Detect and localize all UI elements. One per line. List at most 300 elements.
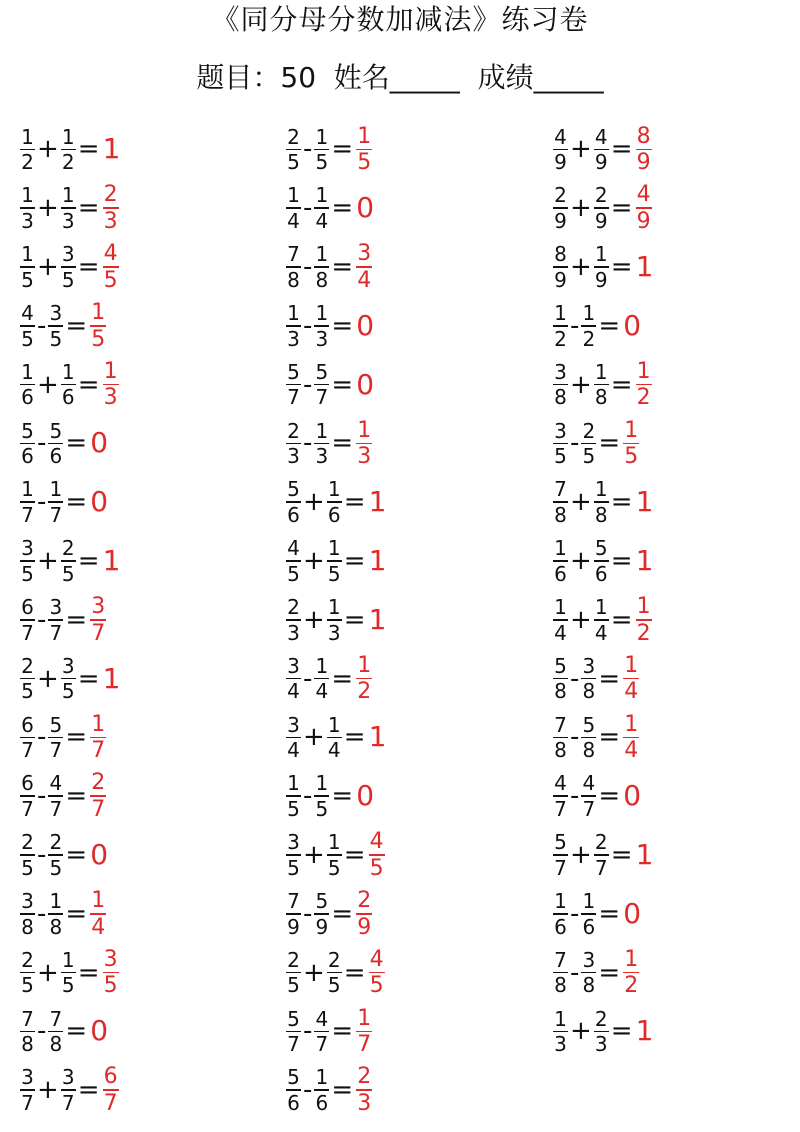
- operator-sign: +: [303, 957, 325, 988]
- equals-sign: =: [77, 957, 100, 988]
- operand-b-fraction: [327, 831, 342, 879]
- answer: [623, 308, 642, 342]
- operand-b-fraction-denominator: 7: [582, 796, 596, 821]
- operand-a-fraction: [553, 831, 568, 879]
- operand-b-fraction-numerator: 3: [61, 653, 75, 678]
- answer: [636, 595, 652, 645]
- operand-a-fraction-denominator: 7: [21, 620, 34, 645]
- problem-row: [20, 179, 120, 238]
- operand-b-fraction-denominator: 5: [327, 561, 341, 586]
- operand-a-fraction: [553, 478, 568, 526]
- operator-sign: +: [37, 663, 59, 694]
- operator-sign: +: [37, 193, 59, 224]
- operand-b-fraction: [581, 655, 596, 703]
- operand-b-fraction-denominator: 9: [594, 267, 608, 292]
- operand-a-fraction: [553, 243, 568, 291]
- operand-a-fraction-denominator: 5: [21, 561, 34, 586]
- answer-fraction: [90, 713, 106, 763]
- operand-b-fraction-denominator: 5: [327, 973, 341, 998]
- operand-a-fraction-numerator: 7: [287, 889, 300, 913]
- operand-a-fraction-denominator: 4: [287, 208, 300, 233]
- operator-sign: -: [37, 487, 47, 518]
- operand-b-fraction: [581, 890, 596, 938]
- operand-a-fraction-denominator: 5: [287, 561, 300, 586]
- operand-a-fraction-denominator: 5: [21, 855, 34, 880]
- operand-a-fraction-numerator: 1: [287, 771, 300, 796]
- operator-sign: -: [570, 898, 580, 929]
- answer: [90, 713, 106, 763]
- operand-a-fraction-denominator: 2: [554, 326, 567, 351]
- operand-b-fraction-denominator: 5: [582, 444, 596, 469]
- operand-b-fraction: [61, 655, 76, 703]
- operand-b-fraction-numerator: 1: [315, 418, 329, 443]
- answer-whole: 0: [623, 779, 642, 813]
- operand-b-fraction-denominator: 3: [594, 1032, 608, 1057]
- operand-a-fraction-numerator: 3: [554, 418, 567, 443]
- operator-sign: -: [37, 839, 47, 870]
- operator-sign: -: [303, 134, 313, 165]
- answer-whole: 0: [356, 367, 375, 401]
- problem-row: [286, 473, 386, 532]
- equals-sign: =: [65, 839, 88, 870]
- problem-row: [20, 238, 120, 297]
- problem-row: [286, 532, 386, 591]
- operand-b-fraction-numerator: 5: [49, 712, 63, 737]
- equals-sign: =: [331, 134, 354, 165]
- operand-b-fraction: [314, 1066, 329, 1114]
- operand-b-fraction: [594, 243, 609, 291]
- operand-b-fraction: [48, 772, 63, 820]
- operand-a-fraction-numerator: 1: [21, 477, 34, 502]
- operand-b-fraction: [327, 714, 342, 762]
- operand-b-fraction-numerator: 2: [49, 830, 63, 855]
- answer: [90, 426, 109, 460]
- answer: [90, 485, 109, 519]
- operator-sign: +: [303, 839, 325, 870]
- operand-a-fraction-denominator: 7: [21, 502, 34, 527]
- operand-a-fraction: [20, 537, 35, 585]
- answer: [103, 1065, 119, 1115]
- operand-a-fraction-numerator: 4: [21, 301, 34, 326]
- operand-a-fraction: [553, 420, 568, 468]
- problem-row: [286, 943, 386, 1002]
- operand-b-fraction: [594, 537, 609, 585]
- answer: [356, 889, 372, 939]
- answer-fraction-denominator: 3: [357, 444, 372, 470]
- operator-sign: -: [303, 898, 313, 929]
- operator-sign: -: [303, 428, 313, 459]
- problem-row: [286, 296, 386, 355]
- answer: [635, 1014, 654, 1048]
- equals-sign: =: [598, 781, 621, 812]
- operand-b-fraction-denominator: 3: [61, 208, 75, 233]
- operand-b-fraction-numerator: 1: [315, 124, 329, 149]
- operand-a-fraction-denominator: 5: [287, 796, 300, 821]
- operand-a-fraction: [553, 772, 568, 820]
- operand-a-fraction-numerator: 2: [21, 830, 34, 855]
- answer-fraction: [356, 1007, 372, 1057]
- operand-a-fraction-denominator: 7: [21, 796, 34, 821]
- equals-sign: =: [65, 722, 88, 753]
- operand-b-fraction: [314, 890, 329, 938]
- answer-fraction-numerator: 2: [103, 182, 118, 208]
- equals-sign: =: [331, 781, 354, 812]
- operand-b-fraction: [314, 243, 329, 291]
- answer-fraction: [356, 889, 372, 939]
- answer: [623, 419, 639, 469]
- operand-a-fraction-numerator: 6: [21, 771, 34, 796]
- operand-a-fraction: [286, 596, 301, 644]
- operand-a-fraction-numerator: 1: [21, 183, 34, 208]
- operand-b-fraction-denominator: 7: [315, 385, 329, 410]
- operand-b-fraction-numerator: 5: [315, 889, 329, 913]
- operand-b-fraction: [61, 243, 76, 291]
- operand-a-fraction: [286, 478, 301, 526]
- answer: [356, 191, 375, 225]
- problem-column-1: [20, 120, 120, 1120]
- operand-b-fraction-numerator: 1: [582, 301, 596, 326]
- equals-sign: =: [610, 545, 633, 576]
- operand-a-fraction-denominator: 7: [554, 796, 567, 821]
- operand-a-fraction-numerator: 6: [21, 595, 34, 620]
- operand-b-fraction-denominator: 5: [315, 150, 329, 175]
- answer-fraction: [623, 713, 639, 763]
- problem-row: [286, 414, 386, 473]
- operator-sign: +: [37, 957, 59, 988]
- operand-b-fraction: [594, 184, 609, 232]
- operator-sign: -: [570, 663, 580, 694]
- operand-a-fraction-denominator: 7: [287, 385, 300, 410]
- answer-fraction: [623, 654, 639, 704]
- equals-sign: =: [331, 193, 354, 224]
- operand-b-fraction-numerator: 3: [582, 653, 596, 678]
- problem-row: [553, 179, 653, 238]
- operator-sign: -: [570, 781, 580, 812]
- answer-whole: 1: [368, 485, 387, 519]
- operand-b-fraction: [48, 596, 63, 644]
- equals-sign: =: [77, 134, 100, 165]
- equals-sign: =: [610, 604, 633, 635]
- operand-b-fraction-denominator: 5: [315, 796, 329, 821]
- operand-b-fraction: [581, 714, 596, 762]
- answer-fraction-denominator: 5: [91, 326, 106, 352]
- answer-fraction-numerator: 3: [357, 241, 372, 267]
- operand-a-fraction-numerator: 7: [554, 947, 567, 972]
- operand-b-fraction: [314, 302, 329, 350]
- operand-a-fraction-numerator: 5: [287, 1065, 300, 1090]
- operand-b-fraction: [594, 126, 609, 174]
- equals-sign: =: [331, 310, 354, 341]
- operand-a-fraction: [286, 714, 301, 762]
- answer: [90, 301, 106, 351]
- operand-a-fraction-numerator: 3: [21, 1065, 34, 1090]
- operand-b-fraction-denominator: 6: [61, 385, 75, 410]
- answer-fraction-numerator: 2: [91, 770, 106, 796]
- operand-a-fraction-numerator: 3: [554, 359, 567, 384]
- answer: [368, 543, 387, 577]
- operator-sign: +: [37, 545, 59, 576]
- operand-a-fraction-denominator: 5: [287, 150, 300, 175]
- operand-b-fraction-denominator: 3: [327, 620, 341, 645]
- answer-fraction-denominator: 4: [624, 738, 639, 764]
- operand-b-fraction-denominator: 8: [594, 502, 608, 527]
- problem-row: [20, 473, 120, 532]
- answer-whole: 1: [635, 837, 654, 871]
- operand-a-fraction-denominator: 8: [554, 385, 567, 410]
- operand-b-fraction-numerator: 1: [327, 477, 341, 502]
- answer-fraction-denominator: 2: [636, 620, 651, 646]
- operand-b-fraction-numerator: 4: [49, 771, 63, 796]
- operator-sign: +: [303, 487, 325, 518]
- answer-fraction-numerator: 6: [103, 1064, 118, 1090]
- operator-sign: -: [37, 722, 47, 753]
- answer: [356, 779, 375, 813]
- answer: [90, 595, 106, 645]
- operator-sign: +: [570, 1016, 592, 1047]
- operand-b-fraction-denominator: 8: [594, 385, 608, 410]
- answer: [103, 360, 119, 410]
- operand-b-fraction: [314, 1008, 329, 1056]
- operand-a-fraction-denominator: 7: [554, 855, 567, 880]
- answer-fraction-numerator: 1: [636, 358, 651, 384]
- operand-b-fraction: [48, 1008, 63, 1056]
- problem-row: [20, 826, 120, 885]
- problem-row: [553, 708, 653, 767]
- problem-row: [553, 767, 653, 826]
- operand-b-fraction-denominator: 8: [49, 914, 63, 939]
- operand-b-fraction-numerator: 1: [61, 947, 75, 972]
- operand-b-fraction-denominator: 6: [582, 914, 596, 939]
- operand-b-fraction-numerator: 1: [594, 242, 608, 267]
- operand-b-fraction-numerator: 2: [594, 1006, 608, 1031]
- problem-row: [286, 355, 386, 414]
- answer: [368, 602, 387, 636]
- operator-sign: +: [570, 134, 592, 165]
- equals-sign: =: [77, 545, 100, 576]
- equals-sign: =: [331, 428, 354, 459]
- operand-b-fraction-numerator: 1: [327, 830, 341, 855]
- equals-sign: =: [343, 957, 366, 988]
- answer-whole: 1: [635, 249, 654, 283]
- answer-fraction-numerator: 1: [624, 652, 639, 678]
- operator-sign: -: [570, 957, 580, 988]
- operand-b-fraction-denominator: 2: [61, 150, 75, 175]
- operand-a-fraction: [286, 302, 301, 350]
- operand-a-fraction: [286, 184, 301, 232]
- answer: [356, 125, 372, 175]
- operand-a-fraction-denominator: 5: [21, 267, 34, 292]
- operand-a-fraction-denominator: 3: [287, 444, 300, 469]
- problem-row: [553, 884, 653, 943]
- operand-b-fraction: [61, 949, 76, 997]
- operand-a-fraction-denominator: 2: [21, 150, 34, 175]
- operand-b-fraction-numerator: 1: [327, 536, 341, 561]
- answer-fraction: [356, 242, 372, 292]
- operator-sign: +: [570, 251, 592, 282]
- operand-a-fraction: [20, 126, 35, 174]
- operator-sign: -: [303, 369, 313, 400]
- problem-row: [553, 414, 653, 473]
- operand-a-fraction: [553, 949, 568, 997]
- answer: [103, 183, 119, 233]
- operand-b-fraction: [327, 949, 342, 997]
- problem-row: [20, 649, 120, 708]
- answer-fraction-numerator: 1: [91, 711, 106, 737]
- operand-a-fraction-numerator: 6: [21, 712, 34, 737]
- operand-a-fraction: [553, 655, 568, 703]
- answer-fraction: [636, 125, 652, 175]
- operand-b-fraction-denominator: 6: [315, 1090, 329, 1115]
- answer-fraction-numerator: 4: [636, 182, 651, 208]
- equals-sign: =: [343, 487, 366, 518]
- answer-fraction-numerator: 2: [357, 888, 372, 913]
- operand-a-fraction-numerator: 1: [21, 242, 34, 267]
- answer: [103, 242, 119, 292]
- operand-a-fraction-denominator: 7: [287, 1032, 300, 1057]
- operator-sign: -: [570, 428, 580, 459]
- problem-row: [20, 1002, 120, 1061]
- answer-whole: 1: [102, 132, 121, 166]
- answer: [636, 183, 652, 233]
- operand-a-fraction-denominator: 5: [287, 973, 300, 998]
- problem-row: [20, 532, 120, 591]
- operand-b-fraction-denominator: 7: [49, 620, 63, 645]
- answer-fraction-denominator: 9: [357, 914, 372, 940]
- answer-fraction: [356, 654, 372, 704]
- operand-b-fraction-numerator: 1: [61, 124, 75, 149]
- answer-fraction-numerator: 1: [357, 652, 372, 678]
- equals-sign: =: [610, 839, 633, 870]
- problem-column-3: [553, 120, 653, 1061]
- operand-a-fraction-numerator: 5: [287, 1006, 300, 1031]
- operand-a-fraction: [553, 890, 568, 938]
- operand-a-fraction-denominator: 8: [554, 679, 567, 704]
- operand-a-fraction: [553, 714, 568, 762]
- answer-fraction-denominator: 2: [624, 973, 639, 999]
- equals-sign: =: [598, 663, 621, 694]
- operand-b-fraction-numerator: 3: [61, 1065, 75, 1090]
- operand-a-fraction-numerator: 3: [287, 830, 300, 855]
- operand-b-fraction-numerator: 1: [315, 653, 329, 678]
- operand-b-fraction-numerator: 1: [594, 477, 608, 502]
- answer: [356, 1065, 372, 1115]
- operand-a-fraction-numerator: 7: [287, 242, 300, 267]
- answer-fraction-denominator: 5: [369, 855, 384, 881]
- answer-fraction: [103, 948, 119, 998]
- operator-sign: -: [303, 1016, 313, 1047]
- operand-b-fraction-denominator: 8: [582, 973, 596, 998]
- answer-fraction-denominator: 3: [357, 1090, 372, 1116]
- answer-fraction: [636, 183, 652, 233]
- operator-sign: -: [303, 310, 313, 341]
- equals-sign: =: [77, 663, 100, 694]
- operator-sign: -: [303, 193, 313, 224]
- problem-row: [286, 120, 386, 179]
- answer: [356, 654, 372, 704]
- problem-row: [286, 767, 386, 826]
- equals-sign: =: [65, 487, 88, 518]
- operand-a-fraction-denominator: 4: [287, 679, 300, 704]
- answer: [635, 249, 654, 283]
- answer-fraction: [90, 771, 106, 821]
- equals-sign: =: [598, 428, 621, 459]
- problem-row: [20, 120, 120, 179]
- operand-a-fraction: [20, 243, 35, 291]
- answer-whole: 1: [102, 661, 121, 695]
- operand-a-fraction: [20, 420, 35, 468]
- operand-b-fraction-numerator: 1: [315, 242, 329, 267]
- equals-sign: =: [331, 251, 354, 282]
- answer: [636, 360, 652, 410]
- answer: [368, 720, 387, 754]
- problem-row: [553, 590, 653, 649]
- operand-a-fraction-denominator: 6: [21, 444, 34, 469]
- operand-b-fraction-numerator: 2: [327, 947, 341, 972]
- answer: [635, 543, 654, 577]
- operand-a-fraction-denominator: 5: [554, 444, 567, 469]
- answer-fraction-numerator: 1: [636, 594, 651, 620]
- operator-sign: +: [303, 722, 325, 753]
- operand-b-fraction-numerator: 1: [327, 595, 341, 620]
- answer-fraction-denominator: 2: [357, 679, 372, 705]
- answer-whole: 1: [635, 1014, 654, 1048]
- operand-a-fraction-denominator: 6: [554, 561, 567, 586]
- answer: [369, 830, 385, 880]
- answer: [635, 485, 654, 519]
- operand-b-fraction-numerator: 1: [594, 359, 608, 384]
- operand-b-fraction: [314, 655, 329, 703]
- answer-fraction-numerator: 2: [357, 1064, 372, 1090]
- operand-a-fraction: [20, 1008, 35, 1056]
- operator-sign: +: [37, 369, 59, 400]
- operator-sign: -: [570, 310, 580, 341]
- answer: [102, 132, 121, 166]
- operand-a-fraction: [286, 420, 301, 468]
- operand-a-fraction: [286, 772, 301, 820]
- operand-a-fraction: [20, 1066, 35, 1114]
- operand-b-fraction-numerator: 1: [594, 595, 608, 620]
- operand-b-fraction-numerator: 1: [49, 889, 63, 913]
- equals-sign: =: [65, 310, 88, 341]
- operand-a-fraction-numerator: 5: [21, 418, 34, 443]
- operand-a-fraction-numerator: 5: [554, 653, 567, 678]
- operand-b-fraction: [581, 772, 596, 820]
- operand-b-fraction-numerator: 2: [594, 183, 608, 208]
- operand-a-fraction-numerator: 1: [554, 595, 567, 620]
- operand-b-fraction-denominator: 6: [594, 561, 608, 586]
- operand-b-fraction-denominator: 5: [61, 973, 75, 998]
- operand-a-fraction: [20, 949, 35, 997]
- answer: [102, 661, 121, 695]
- answer-fraction-numerator: 4: [369, 829, 384, 855]
- operand-a-fraction-denominator: 6: [287, 502, 300, 527]
- operand-b-fraction: [61, 1066, 76, 1114]
- equals-sign: =: [598, 957, 621, 988]
- answer-fraction: [623, 419, 639, 469]
- operator-sign: +: [37, 251, 59, 282]
- operand-a-fraction-numerator: 7: [554, 477, 567, 502]
- answer-whole: 0: [356, 308, 375, 342]
- operator-sign: +: [570, 193, 592, 224]
- operand-a-fraction: [286, 126, 301, 174]
- answer-fraction: [90, 595, 106, 645]
- answer-fraction-denominator: 3: [103, 385, 118, 411]
- answer-fraction-numerator: 8: [636, 123, 651, 149]
- problem-row: [553, 120, 653, 179]
- equals-sign: =: [77, 1075, 100, 1106]
- operand-b-fraction-numerator: 5: [315, 359, 329, 384]
- operand-a-fraction-denominator: 3: [287, 326, 300, 351]
